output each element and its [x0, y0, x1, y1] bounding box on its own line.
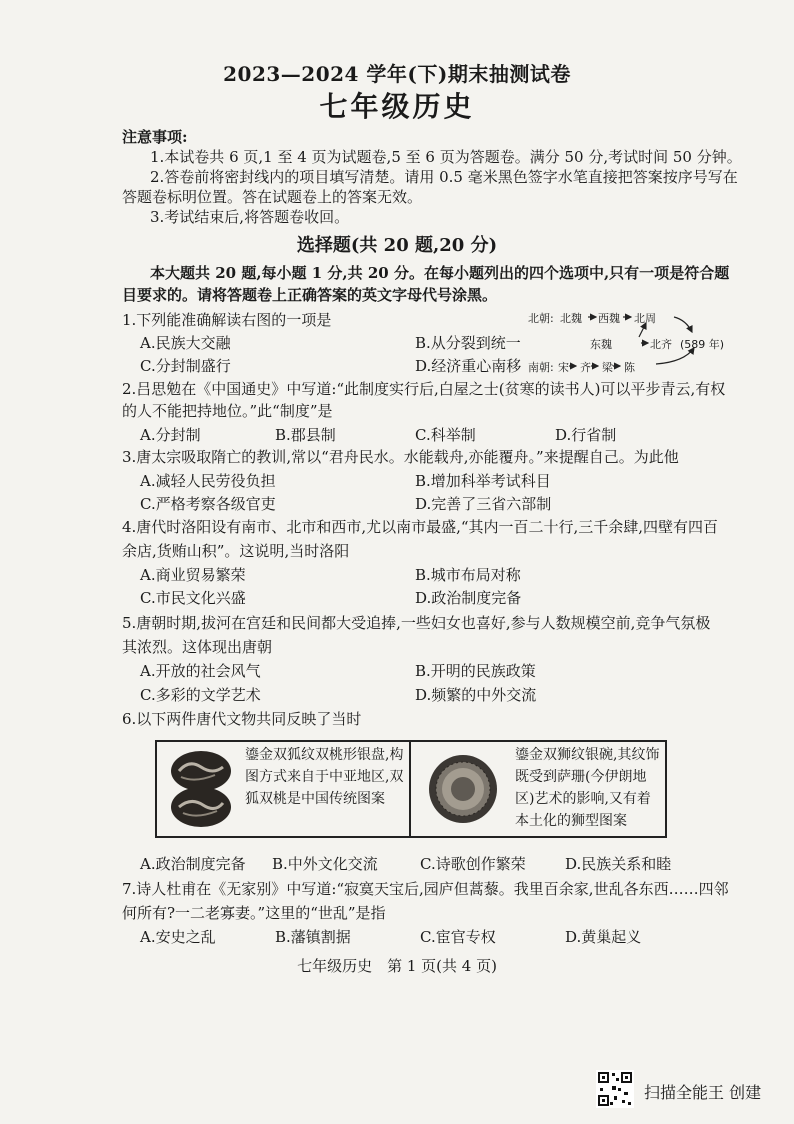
q6-option-c: C.诗歌创作繁荣	[420, 855, 526, 873]
q6-option-b: B.中外文化交流	[272, 855, 378, 873]
notice-item-2-cont: 答题卷标明位置。答在试题卷上的答案无效。	[122, 188, 423, 206]
q7-option-c: C.宦官专权	[420, 928, 496, 946]
q6-stem: 6.以下两件唐代文物共同反映了当时	[122, 710, 362, 728]
dynasty-north-zhou: 北周	[634, 312, 656, 325]
artifact-silver-plate	[157, 742, 411, 836]
q2-option-c: C.科举制	[415, 426, 476, 444]
section-instruction-cont: 目要求的。请将答题卷上正确答案的英文字母代号涂黑。	[122, 286, 498, 304]
q7-option-a: A.安史之乱	[140, 928, 216, 946]
artifact-comparison-box	[155, 740, 667, 838]
q1-option-b: B.从分裂到统一	[415, 334, 521, 352]
dynasty-chen: 陈	[624, 361, 635, 374]
q1-option-a: A.民族大交融	[140, 334, 231, 352]
dynasty-liang: 梁	[602, 361, 613, 374]
q7-option-b: B.藩镇割据	[275, 928, 351, 946]
q4-stem-cont: 余店,货贿山积”。这说明,当时洛阳	[122, 542, 350, 560]
watermark-text: 扫描全能王 创建	[644, 1083, 762, 1102]
dynasty-north-wei: 北魏	[560, 312, 582, 325]
q4-option-b: B.城市布局对称	[415, 566, 521, 584]
qr-code-icon	[596, 1070, 634, 1108]
q4-option-a: A.商业贸易繁荣	[140, 566, 246, 584]
q5-option-d: D.频繁的中外交流	[415, 686, 537, 704]
q2-stem: 2.吕思勉在《中国通史》中写道:“此制度实行后,白屋之士(贫寒的读书人)可以平步青云,有权	[122, 380, 726, 398]
silver-plate-image	[165, 749, 237, 829]
subject-title: 七年级历史	[319, 90, 475, 123]
silver-bowl-image	[425, 751, 501, 827]
q5-option-c: C.多彩的文学艺术	[140, 686, 261, 704]
q4-option-d: D.政治制度完备	[415, 589, 522, 607]
notice-item-3: 3.考试结束后,将答题卷收回。	[150, 208, 350, 226]
q6-option-d: D.民族关系和睦	[565, 855, 672, 873]
section-instruction: 本大题共 20 题,每小题 1 分,共 20 分。在每小题列出的四个选项中,只有一项是符合题	[150, 264, 730, 282]
artifact-silver-bowl	[411, 742, 665, 836]
q1-option-d: D.经济重心南移	[415, 357, 522, 375]
silver-bowl-caption: 鎏金双狮纹银碗,其纹饰既受到萨珊(今伊朗地区)艺术的影响,又有着本土化的狮型图案	[515, 747, 660, 829]
dynasty-west-wei: 西魏	[598, 312, 620, 325]
exam-title: 2023—2024 学年(下)期末抽测试卷	[223, 62, 571, 86]
q7-stem: 7.诗人杜甫在《无家别》中写道:“寂寞天宝后,园庐但蒿藜。我里百余家,世乱各东西……四邻	[122, 880, 729, 898]
q5-option-a: A.开放的社会风气	[140, 662, 261, 680]
notice-heading: 注意事项:	[122, 128, 188, 146]
notice-item-1: 1.本试卷共 6 页,1 至 4 页为试题卷,5 至 6 页为答题卷。满分 50 分,考试时间 50 分钟。	[150, 148, 742, 166]
dynasty-diagram	[528, 308, 728, 374]
q1-option-c: C.分封制盛行	[140, 357, 231, 375]
q3-option-d: D.完善了三省六部制	[415, 495, 552, 513]
q3-option-c: C.严格考察各级官吏	[140, 495, 276, 513]
q3-option-a: A.减轻人民劳役负担	[140, 472, 276, 490]
dynasty-east-wei: 东魏	[590, 338, 612, 351]
q5-stem: 5.唐朝时期,拔河在宫廷和民间都大受追捧,一些妇女也喜好,参与人数规模空前,竞争气氛极	[122, 614, 711, 632]
notice-item-2: 2.答卷前将密封线内的项目填写清楚。请用 0.5 毫米黑色签字水笔直接把答案按序号写在	[150, 168, 738, 186]
q1-stem: 1.下列能准确解读右图的一项是	[122, 311, 332, 329]
page-footer: 七年级历史 第 1 页(共 4 页)	[297, 957, 497, 975]
north-dynasties-label: 北朝:	[528, 312, 554, 325]
silver-plate-caption: 鎏金双狐纹双桃形银盘,构图方式来自于中亚地区,双狐双桃是中国传统图案	[245, 747, 404, 807]
q7-stem-cont: 何所有?一二老寡妻。”这里的“世乱”是指	[122, 904, 386, 922]
q7-option-d: D.黄巢起义	[565, 928, 642, 946]
unification-year: (589 年)	[680, 338, 725, 351]
q2-option-a: A.分封制	[140, 426, 201, 444]
q3-option-b: B.增加科举考试科目	[415, 472, 551, 490]
dynasty-qi: 齐	[580, 361, 591, 374]
section-title: 选择题(共 20 题,20 分)	[296, 235, 498, 256]
dynasty-song: 宋	[558, 361, 569, 374]
q6-option-a: A.政治制度完备	[140, 855, 246, 873]
south-dynasties-label: 南朝:	[528, 361, 554, 374]
q2-option-d: D.行省制	[555, 426, 617, 444]
q5-option-b: B.开明的民族政策	[415, 662, 536, 680]
q4-option-c: C.市民文化兴盛	[140, 589, 246, 607]
q3-stem: 3.唐太宗吸取隋亡的教训,常以“君舟民水。水能载舟,亦能覆舟。”来提醒自己。为此他	[122, 448, 679, 466]
q5-stem-cont: 其浓烈。这体现出唐朝	[122, 638, 273, 656]
q2-stem-cont: 的人不能把持地位。”此“制度”是	[122, 402, 333, 420]
q4-stem: 4.唐代时洛阳设有南市、北市和西市,尤以南市最盛,“其内一百二十行,三千余肆,四壁有四百	[122, 518, 719, 536]
dynasty-north-qi: 北齐	[650, 338, 672, 351]
q2-option-b: B.郡县制	[275, 426, 336, 444]
